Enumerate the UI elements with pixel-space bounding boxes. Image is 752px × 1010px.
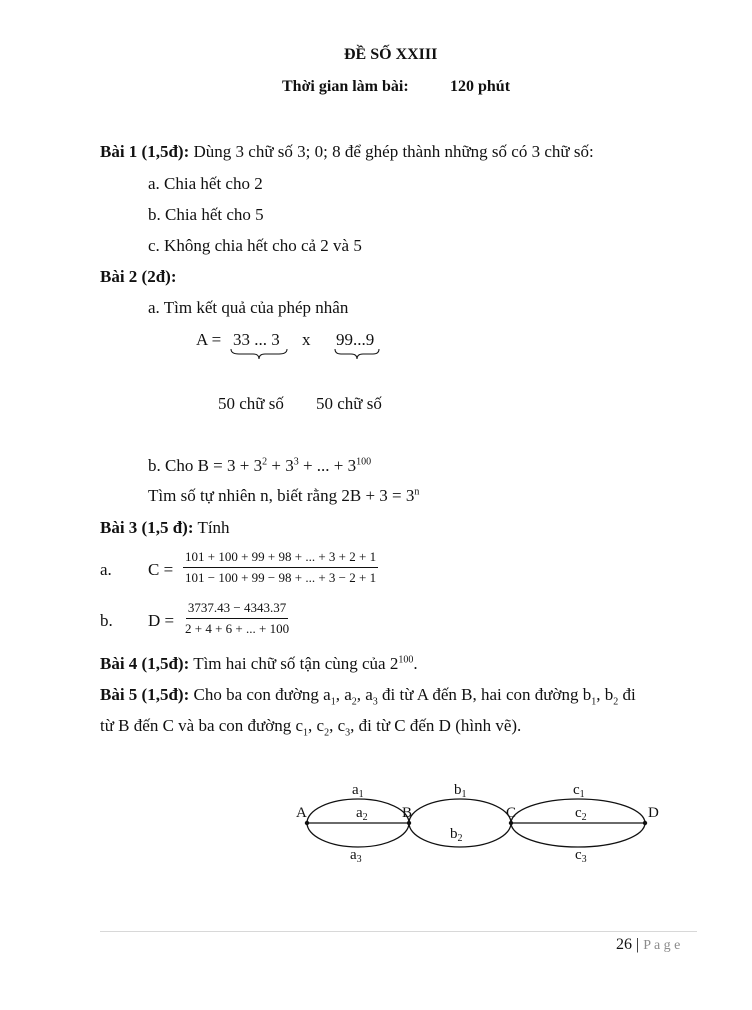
bai2-a-lhs: A = — [196, 330, 222, 349]
bai2-a-caption2: 50 chữ số — [316, 394, 382, 413]
bai5-sub: 3 — [372, 696, 378, 708]
bai5-sub: 1 — [330, 696, 336, 708]
label-c1: $c_1$ — [573, 782, 585, 800]
bai2-a-text: a. Tìm kết quả của phép nhân — [148, 298, 349, 317]
bai2-b2-text: Tìm số tự nhiên n, biết rằng 2B + 3 = 3 — [148, 486, 415, 505]
label-c2: $c_2$ — [575, 805, 587, 823]
underbrace-1 — [229, 347, 289, 361]
footer-rule — [100, 931, 697, 932]
bai5-text-1b: , a — [335, 685, 352, 704]
page-word: P a g e — [643, 938, 681, 953]
footer — [616, 936, 680, 954]
bai5-text-2d: , đi từ C đến D (hình vẽ). — [350, 716, 522, 735]
page-title: ĐỀ SỐ XXIII — [344, 46, 438, 63]
label-c3: $c_3$ — [575, 847, 587, 865]
bai3-a-lhs: C = — [148, 560, 174, 579]
bai1-line — [100, 142, 594, 162]
bai2-b2-exp: n — [414, 486, 420, 498]
bai3-b-numerator: 3737.43 − 4343.37 — [186, 600, 288, 619]
label-a2: $a_2$ — [356, 805, 368, 823]
node-D: D — [648, 805, 659, 821]
bai5-sub: 2 — [613, 696, 619, 708]
time-value: 120 phút — [450, 78, 511, 95]
bai2-a-num2: 99...9 — [336, 330, 375, 349]
bai4-text: Tìm hai chữ số tận cùng của 2 — [193, 654, 399, 673]
bai4-line — [100, 654, 418, 674]
bai1-text: Dùng 3 chữ số 3; 0; 8 để ghép thành những số có 3 chữ số: — [193, 142, 594, 161]
bai2-b2-line — [148, 486, 419, 506]
bai4-label: Bài 4 (1,5đ): — [100, 654, 190, 673]
bai3-b-denominator: 2 + 4 + 6 + ... + 100 — [185, 621, 290, 636]
bai3-label: Bài 3 (1,5 đ): — [100, 518, 194, 537]
bai5-text-1f: đi — [618, 685, 636, 704]
bai5-sub: 2 — [324, 727, 330, 739]
label-b1: $b_1$ — [454, 782, 467, 800]
bai3-line — [100, 518, 230, 538]
node-b-dot — [407, 821, 411, 825]
bai4-end: . — [413, 654, 418, 673]
bai5-sub: 3 — [345, 727, 351, 739]
node-B: B — [402, 805, 413, 821]
bai3-a-numerator: 101 + 100 + 99 + 98 + ... + 3 + 2 + 1 — [183, 549, 378, 568]
page-number: 26 — [616, 936, 632, 953]
node-a-dot — [305, 821, 309, 825]
bai1-item-c: c. Không chia hết cho cả 2 và 5 — [148, 236, 362, 255]
bai4-exp: 100 — [398, 654, 414, 666]
bai1-label: Bài 1 (1,5đ): — [100, 142, 190, 161]
route-diagram — [0, 770, 752, 890]
page-sep: | — [632, 936, 644, 953]
bai5-line1 — [100, 685, 636, 707]
bai5-sub: 1 — [591, 696, 597, 708]
bai5-text-1d: đi từ A đến B, hai con đường b — [377, 685, 592, 704]
bai1-item-b: b. Chia hết cho 5 — [148, 205, 264, 224]
bai3-a-fraction — [183, 549, 378, 586]
bai3-text: Tính — [197, 518, 230, 537]
bai2-b-exp2: 2 — [262, 456, 268, 468]
label-a1: $a_1$ — [352, 782, 364, 800]
underbrace-2 — [333, 347, 381, 361]
bai3-a-denominator: 101 − 100 + 99 − 98 + ... + 3 − 2 + 1 — [185, 570, 377, 585]
bai2-b-mid: + 3 — [267, 456, 294, 475]
bai2-label: Bài 2 (2đ): — [100, 267, 177, 286]
bai2-b-exp3: 3 — [293, 456, 299, 468]
label-b2: $b_2$ — [450, 826, 463, 844]
bai5-text-1a: Cho ba con đường a — [193, 685, 331, 704]
time-label: Thời gian làm bài: — [282, 78, 409, 95]
bai3-b-fraction — [183, 600, 291, 637]
node-C: C — [506, 805, 517, 821]
bai1-item-a: a. Chia hết cho 2 — [148, 174, 263, 193]
label-a3: $a_3$ — [350, 847, 362, 865]
bai3-b-label: b. — [100, 611, 113, 630]
bai5-text-2b: , c — [308, 716, 325, 735]
bai5-sub: 1 — [303, 727, 309, 739]
bai2-b-tail: + ... + 3 — [298, 456, 357, 475]
bai3-b-lhs: D = — [148, 611, 175, 630]
bai5-text-1e: , b — [596, 685, 614, 704]
node-c-dot — [509, 821, 513, 825]
bai5-label: Bài 5 (1,5đ): — [100, 685, 190, 704]
bai2-a-caption1: 50 chữ số — [218, 394, 284, 413]
bai5-text-1c: , a — [356, 685, 373, 704]
bai5-line2 — [100, 716, 521, 738]
node-A: A — [296, 805, 307, 821]
bai5-sub: 2 — [351, 696, 357, 708]
bai5-text-2a: từ B đến C và ba con đường c — [100, 716, 304, 735]
bai2-a-num1: 33 ... 3 — [233, 330, 280, 349]
bai3-a-label: a. — [100, 560, 112, 579]
bai2-b-exp100: 100 — [356, 456, 372, 468]
bai2-a-times: x — [302, 330, 311, 349]
node-d-dot — [643, 821, 647, 825]
bai2-b-prefix: b. Cho B = 3 + 3 — [148, 456, 263, 475]
bai2-b-line — [148, 456, 371, 476]
bai5-text-2c: , c — [329, 716, 346, 735]
